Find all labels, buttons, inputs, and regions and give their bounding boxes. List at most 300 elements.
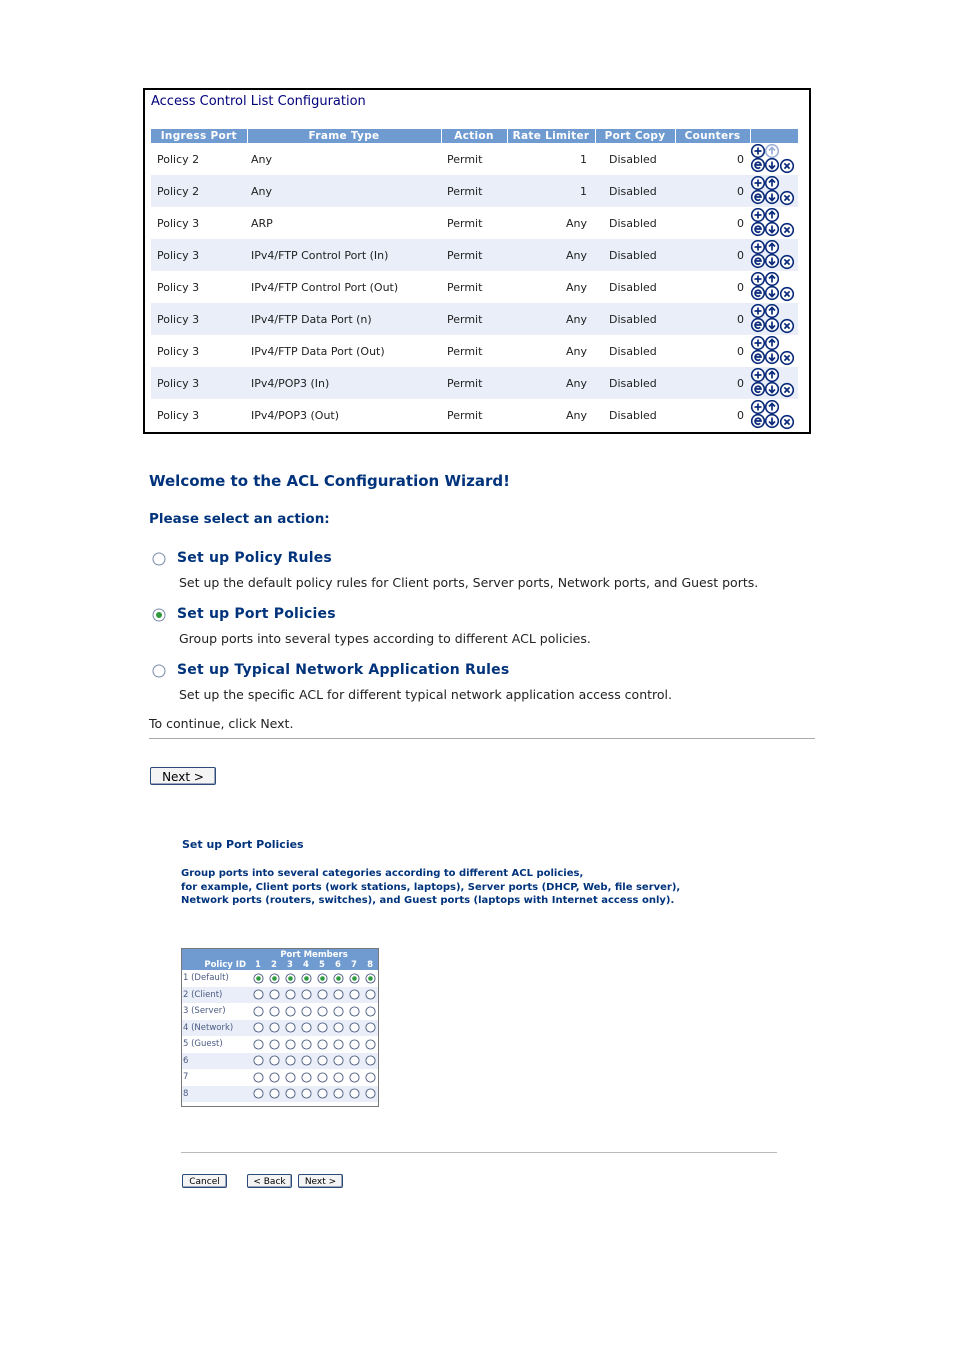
port-member-radio[interactable] [269, 1006, 280, 1017]
acl-header-row [151, 129, 798, 143]
port-number-header: 5 [314, 960, 330, 970]
port-policies-description [181, 867, 680, 908]
port-member-cell [362, 987, 378, 1004]
col-header-action: Action [441, 129, 507, 143]
continue-text: To continue, click Next. [149, 716, 294, 731]
move-up-icon[interactable] [766, 273, 779, 286]
cell-action: Permit [441, 303, 507, 335]
edit-icon[interactable] [752, 255, 765, 268]
port-members-table [182, 949, 378, 1102]
port-member-radio[interactable] [285, 1055, 296, 1066]
port-member-radio[interactable] [317, 973, 328, 984]
delete-icon[interactable] [781, 256, 794, 269]
port-member-cell [298, 987, 314, 1004]
move-down-icon[interactable] [766, 255, 779, 268]
delete-icon[interactable] [781, 320, 794, 333]
port-member-radio[interactable] [365, 1006, 376, 1017]
acl-title: Access Control List Configuration [151, 94, 366, 109]
port-member-radio[interactable] [285, 1006, 296, 1017]
cell-rate-limiter: 1 [580, 152, 587, 166]
cell-port-copy: Disabled [595, 239, 675, 271]
port-member-radio[interactable] [349, 1072, 360, 1083]
edit-icon[interactable] [752, 319, 765, 332]
cell-controls [750, 239, 798, 271]
port-number-header: 6 [330, 960, 346, 970]
cell-frame-type: IPv4/FTP Control Port (Out) [251, 280, 399, 294]
port-member-cell [250, 1086, 266, 1103]
port-member-cell [314, 987, 330, 1004]
port-member-radio[interactable] [349, 1006, 360, 1017]
port-member-cell [250, 1003, 266, 1020]
move-down-icon[interactable] [766, 415, 779, 428]
option-title-port-policies[interactable]: Set up Port Policies [177, 606, 336, 622]
cell-rate-limiter: Any [507, 367, 595, 399]
move-up-icon[interactable] [766, 209, 779, 222]
port-member-cell [298, 970, 314, 987]
port-member-radio[interactable] [333, 1088, 344, 1099]
port-member-cell [362, 1036, 378, 1053]
port-member-radio[interactable] [365, 1072, 376, 1083]
cell-port-copy: Disabled [595, 367, 675, 399]
port-member-cell [250, 970, 266, 987]
port-member-radio[interactable] [333, 1039, 344, 1050]
port-policies-desc-line: Network ports (routers, switches), and Guest ports (laptops with Internet access only). [181, 895, 675, 906]
delete-icon[interactable] [781, 160, 794, 173]
cell-action: Permit [447, 344, 483, 358]
acl-row [151, 303, 798, 335]
policy-id: 1 (Default) [183, 973, 229, 984]
cell-counters: 0 [737, 280, 744, 294]
cell-rate-limiter: Any [507, 303, 595, 335]
port-member-cell [330, 1069, 346, 1086]
port-member-cell [250, 1020, 266, 1037]
col-header-counters: Counters [675, 129, 750, 143]
edit-icon[interactable] [752, 191, 765, 204]
col-header-controls [750, 129, 798, 143]
port-member-radio[interactable] [333, 1072, 344, 1083]
acl-row [151, 335, 798, 367]
cell-frame-type: IPv4/POP3 (Out) [251, 408, 340, 422]
port-member-radio[interactable] [301, 1055, 312, 1066]
port-member-cell [282, 1003, 298, 1020]
port-member-cell [282, 1086, 298, 1103]
port-member-radio[interactable] [333, 1022, 344, 1033]
port-member-radio[interactable] [269, 1039, 280, 1050]
move-up-icon[interactable] [766, 401, 779, 414]
port-member-radio[interactable] [301, 1088, 312, 1099]
cell-ingress-port: Policy 3 [151, 303, 247, 335]
port-member-cell [330, 1036, 346, 1053]
port-member-cell [346, 1020, 362, 1037]
option-desc-policy-rules: Set up the default policy rules for Client ports, Server ports, Network ports, and Guest ports. [179, 575, 759, 590]
port-member-cell [362, 1020, 378, 1037]
cell-ingress-port: Policy 3 [151, 239, 247, 271]
port-member-cell [282, 1069, 298, 1086]
port-member-cell [314, 1036, 330, 1053]
delete-icon[interactable] [781, 192, 794, 205]
cell-controls [750, 143, 798, 175]
port-member-cell [346, 970, 362, 987]
port-number-header: 8 [362, 960, 378, 970]
cell-port-copy: Disabled [595, 303, 675, 335]
port-member-radio[interactable] [365, 1088, 376, 1099]
col-header-ingress-port: Ingress Port [151, 129, 247, 143]
policy-id: 3 (Server) [183, 1006, 226, 1017]
move-down-icon[interactable] [766, 287, 779, 300]
cell-ingress-port: Policy 3 [157, 280, 200, 294]
port-member-radio[interactable] [285, 1022, 296, 1033]
cell-frame-type: IPv4/FTP Control Port (In) [247, 239, 441, 271]
port-member-cell [266, 1036, 282, 1053]
back-button[interactable]: < Back [247, 1174, 292, 1188]
policy-row [182, 1003, 378, 1020]
cell-counters: 0 [737, 216, 744, 230]
cell-rate-limiter: Any [565, 216, 587, 230]
port-member-radio[interactable] [253, 1088, 264, 1099]
port-member-radio[interactable] [301, 1072, 312, 1083]
port-member-radio[interactable] [317, 1072, 328, 1083]
policy-id-header: Policy ID [182, 960, 250, 970]
port-member-cell [330, 1053, 346, 1070]
port-member-radio[interactable] [365, 1039, 376, 1050]
port-number-header: 3 [282, 960, 298, 970]
port-member-cell [266, 1053, 282, 1070]
port-member-radio[interactable] [365, 989, 376, 1000]
port-member-radio[interactable] [365, 973, 376, 984]
port-member-cell [298, 1020, 314, 1037]
policy-row [182, 1086, 378, 1103]
move-up-icon[interactable] [766, 305, 779, 318]
port-member-radio[interactable] [253, 1072, 264, 1083]
port-member-radio[interactable] [285, 1039, 296, 1050]
port-member-cell [250, 1069, 266, 1086]
cell-frame-type: IPv4/FTP Data Port (Out) [251, 344, 385, 358]
port-member-radio[interactable] [365, 1055, 376, 1066]
policy-row [182, 970, 378, 987]
port-member-cell [282, 1053, 298, 1070]
port-member-cell [314, 1069, 330, 1086]
port-member-radio[interactable] [253, 1039, 264, 1050]
port-member-radio[interactable] [285, 989, 296, 1000]
cell-ingress-port: Policy 2 [151, 175, 247, 207]
cell-port-copy: Disabled [609, 344, 657, 358]
cell-ingress-port: Policy 3 [157, 408, 200, 422]
port-member-cell [298, 1036, 314, 1053]
port-policies-desc-line: Group ports into several categories according to different ACL policies, [181, 868, 584, 879]
move-down-icon[interactable] [766, 351, 779, 364]
port-member-radio[interactable] [301, 973, 312, 984]
policy-row [182, 987, 378, 1004]
port-member-cell [298, 1069, 314, 1086]
edit-icon[interactable] [752, 415, 765, 428]
cell-rate-limiter: Any [565, 408, 587, 422]
port-member-radio[interactable] [253, 1022, 264, 1033]
policy-id: 5 (Guest) [183, 1039, 223, 1050]
insert-icon[interactable] [752, 209, 765, 222]
cell-ingress-port: Policy 3 [151, 367, 247, 399]
move-up-icon[interactable] [766, 177, 779, 190]
move-up-icon[interactable] [766, 241, 779, 254]
port-member-cell [314, 1003, 330, 1020]
port-member-radio[interactable] [317, 1006, 328, 1017]
edit-icon[interactable] [752, 383, 765, 396]
port-member-radio[interactable] [349, 1022, 360, 1033]
cell-counters: 0 [675, 239, 750, 271]
cell-controls [750, 271, 798, 303]
port-member-cell [330, 1020, 346, 1037]
cell-counters: 0 [675, 367, 750, 399]
port-policies-next-button[interactable]: Next > [298, 1174, 343, 1188]
move-up-icon[interactable] [766, 369, 779, 382]
cell-action: Permit [441, 239, 507, 271]
cell-action: Permit [447, 280, 483, 294]
acl-panel [143, 88, 811, 434]
port-member-radio[interactable] [253, 1055, 264, 1066]
radio-policy-rules[interactable] [152, 552, 166, 566]
port-member-cell [346, 1069, 362, 1086]
cell-port-copy: Disabled [609, 280, 657, 294]
port-member-radio[interactable] [333, 989, 344, 1000]
port-number-header: 1 [250, 960, 266, 970]
policy-row [182, 1069, 378, 1086]
port-member-radio[interactable] [333, 1006, 344, 1017]
port-member-cell [330, 987, 346, 1004]
policy-row [182, 1020, 378, 1037]
port-member-cell [314, 1020, 330, 1037]
cell-counters: 0 [675, 175, 750, 207]
port-member-cell [266, 987, 282, 1004]
port-member-cell [298, 1086, 314, 1103]
cell-frame-type: Any [247, 175, 441, 207]
col-header-frame-type: Frame Type [247, 129, 441, 143]
acl-table [151, 129, 798, 431]
move-down-icon[interactable] [766, 223, 779, 236]
cell-frame-type: Any [251, 152, 273, 166]
cell-rate-limiter: Any [565, 344, 587, 358]
port-member-radio[interactable] [253, 973, 264, 984]
header-spacer [182, 949, 250, 960]
port-member-cell [346, 1003, 362, 1020]
option-title-network-app-rules[interactable]: Set up Typical Network Application Rules [177, 662, 510, 678]
cell-action: Permit [447, 152, 483, 166]
policy-row [182, 1036, 378, 1053]
port-member-radio[interactable] [253, 1006, 264, 1017]
port-member-radio[interactable] [301, 1022, 312, 1033]
port-number-header: 7 [346, 960, 362, 970]
port-number-header: 4 [298, 960, 314, 970]
policy-id: 7 [183, 1072, 189, 1083]
port-member-radio[interactable] [301, 989, 312, 1000]
edit-icon[interactable] [752, 287, 765, 300]
port-member-cell [266, 1003, 282, 1020]
insert-icon[interactable] [752, 241, 765, 254]
cell-ingress-port: Policy 3 [157, 344, 200, 358]
cell-controls [750, 175, 798, 207]
port-member-cell [346, 1036, 362, 1053]
wizard-divider [149, 738, 815, 739]
insert-icon[interactable] [752, 273, 765, 286]
cell-frame-type: IPv4/FTP Data Port (n) [247, 303, 441, 335]
insert-icon[interactable] [752, 177, 765, 190]
port-member-radio[interactable] [317, 1088, 328, 1099]
port-member-radio[interactable] [349, 1088, 360, 1099]
port-member-radio[interactable] [269, 1088, 280, 1099]
port-member-cell [266, 1069, 282, 1086]
acl-row [151, 143, 798, 175]
cell-port-copy: Disabled [609, 216, 657, 230]
port-member-radio[interactable] [285, 1072, 296, 1083]
cell-frame-type: IPv4/POP3 (In) [247, 367, 441, 399]
col-header-port-copy: Port Copy [595, 129, 675, 143]
port-member-radio[interactable] [269, 973, 280, 984]
acl-row [151, 399, 798, 431]
delete-icon[interactable] [781, 288, 794, 301]
port-members-panel [181, 948, 379, 1107]
delete-icon[interactable] [781, 224, 794, 237]
port-member-cell [314, 1086, 330, 1103]
port-member-radio[interactable] [333, 1055, 344, 1066]
port-member-radio[interactable] [269, 989, 280, 1000]
delete-icon[interactable] [781, 416, 794, 429]
option-desc-network-app-rules: Set up the specific ACL for different typical network application access control. [179, 687, 672, 702]
policy-id: 2 (Client) [182, 987, 250, 1004]
acl-row [151, 175, 798, 207]
cell-ingress-port: Policy 3 [157, 216, 200, 230]
cell-rate-limiter: 1 [507, 175, 595, 207]
port-member-cell [362, 970, 378, 987]
cell-frame-type: ARP [251, 216, 273, 230]
delete-icon[interactable] [781, 384, 794, 397]
port-member-radio[interactable] [285, 973, 296, 984]
wizard-next-button[interactable]: Next > [150, 767, 216, 785]
acl-row [151, 367, 798, 399]
move-down-icon[interactable] [766, 191, 779, 204]
port-member-radio[interactable] [317, 1022, 328, 1033]
port-member-cell [250, 987, 266, 1004]
port-member-cell [362, 1069, 378, 1086]
port-member-radio[interactable] [285, 1088, 296, 1099]
port-member-cell [330, 1086, 346, 1103]
cell-action: Permit [441, 175, 507, 207]
port-member-radio[interactable] [317, 1039, 328, 1050]
port-member-radio[interactable] [317, 989, 328, 1000]
insert-icon[interactable] [752, 369, 765, 382]
port-member-radio[interactable] [349, 989, 360, 1000]
port-member-cell [266, 1020, 282, 1037]
cancel-button[interactable]: Cancel [182, 1174, 227, 1188]
move-up-icon [766, 145, 779, 158]
acl-row [151, 271, 798, 303]
policy-id: 8 [182, 1086, 250, 1103]
cell-port-copy: Disabled [595, 175, 675, 207]
port-member-cell [298, 1003, 314, 1020]
port-member-cell [298, 1053, 314, 1070]
move-down-icon[interactable] [766, 383, 779, 396]
port-member-cell [346, 1053, 362, 1070]
option-desc-port-policies: Group ports into several types according to different ACL policies. [179, 631, 591, 646]
edit-icon[interactable] [752, 223, 765, 236]
port-member-cell [266, 1086, 282, 1103]
port-member-radio[interactable] [301, 1039, 312, 1050]
insert-icon[interactable] [752, 145, 765, 158]
cell-action: Permit [447, 408, 483, 422]
edit-icon[interactable] [752, 159, 765, 172]
port-member-radio[interactable] [349, 1055, 360, 1066]
cell-action: Permit [441, 367, 507, 399]
port-member-cell [314, 970, 330, 987]
cell-controls [750, 207, 798, 239]
port-member-radio[interactable] [317, 1055, 328, 1066]
port-member-cell [282, 1036, 298, 1053]
cell-ingress-port: Policy 2 [157, 152, 200, 166]
wizard-heading: Welcome to the ACL Configuration Wizard! [149, 472, 510, 490]
port-member-radio[interactable] [253, 989, 264, 1000]
cell-controls [750, 335, 798, 367]
port-policies-divider [181, 1152, 777, 1153]
port-member-radio[interactable] [333, 973, 344, 984]
cell-counters: 0 [737, 152, 744, 166]
cell-rate-limiter: Any [565, 280, 587, 294]
policy-id: 4 (Network) [182, 1020, 250, 1037]
cell-counters: 0 [737, 344, 744, 358]
cell-counters: 0 [675, 303, 750, 335]
wizard-prompt: Please select an action: [149, 511, 330, 527]
port-member-radio[interactable] [269, 1072, 280, 1083]
port-member-cell [362, 1086, 378, 1103]
move-up-icon[interactable] [766, 337, 779, 350]
cell-rate-limiter: Any [507, 239, 595, 271]
port-member-cell [250, 1036, 266, 1053]
port-member-radio[interactable] [269, 1022, 280, 1033]
port-member-radio[interactable] [301, 1006, 312, 1017]
port-member-radio[interactable] [349, 973, 360, 984]
cell-controls [750, 399, 798, 431]
port-number-header: 2 [266, 960, 282, 970]
col-header-rate-limiter: Rate Limiter [507, 129, 595, 143]
option-title-policy-rules[interactable]: Set up Policy Rules [177, 550, 332, 566]
delete-icon[interactable] [781, 352, 794, 365]
port-member-cell [330, 970, 346, 987]
insert-icon[interactable] [752, 337, 765, 350]
radio-port-policies[interactable] [152, 608, 166, 622]
port-member-cell [346, 1086, 362, 1103]
port-member-cell [330, 1003, 346, 1020]
port-member-radio[interactable] [365, 1022, 376, 1033]
move-down-icon[interactable] [766, 319, 779, 332]
port-member-cell [362, 1003, 378, 1020]
policy-row [182, 1053, 378, 1070]
port-member-radio[interactable] [349, 1039, 360, 1050]
insert-icon[interactable] [752, 401, 765, 414]
port-member-cell [282, 987, 298, 1004]
port-member-cell [250, 1053, 266, 1070]
port-member-cell [266, 970, 282, 987]
edit-icon[interactable] [752, 351, 765, 364]
port-member-cell [314, 1053, 330, 1070]
port-member-radio[interactable] [269, 1055, 280, 1066]
cell-counters: 0 [737, 408, 744, 422]
cell-controls [750, 367, 798, 399]
port-member-cell [362, 1053, 378, 1070]
acl-row [151, 207, 798, 239]
radio-network-app-rules[interactable] [152, 664, 166, 678]
port-members-header: Port Members [250, 949, 378, 960]
insert-icon[interactable] [752, 305, 765, 318]
cell-controls [750, 303, 798, 335]
move-down-icon[interactable] [766, 159, 779, 172]
port-member-cell [282, 1020, 298, 1037]
acl-row [151, 239, 798, 271]
